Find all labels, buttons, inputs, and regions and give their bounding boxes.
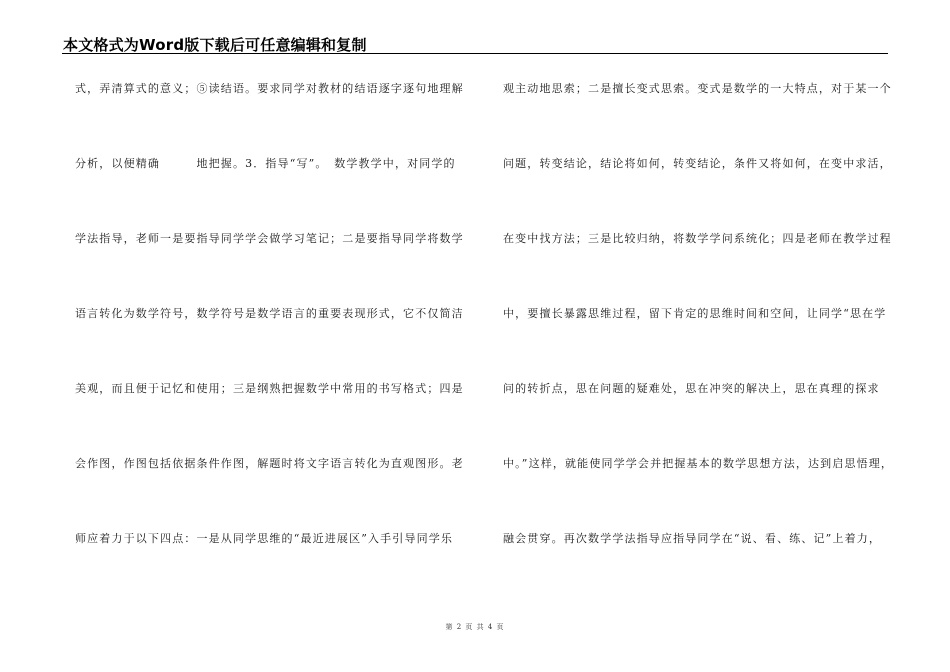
right-line-4: 中，要擅长暴露思维过程，留下肯定的思维时间和空间，让同学“思在学	[503, 307, 887, 320]
right-line-6: 中。”这样，就能使同学学会并把握基本的数学思想方法，达到启思悟理，	[503, 457, 894, 470]
page-number-footer: 第 2 页 共 4 页	[445, 623, 505, 631]
right-line-1: 观主动地思索；二是擅长变式思索。变式是数学的一大特点，对于某一个	[503, 82, 892, 95]
right-line-7: 融会贯穿。再次数学学法指导应指导同学在“说、看、练、记”上着力，	[503, 532, 882, 545]
right-line-2: 问题，转变结论，结论将如何，转变结论，条件又将如何，在变中求活，	[503, 157, 892, 170]
left-line-5: 美观，而且便于记忆和使用；三是纲熟把握数学中常用的书写格式；四是	[75, 382, 464, 395]
left-line-4: 语言转化为数学符号，数学符号是数学语言的重要表现形式，它不仅简洁	[75, 307, 464, 320]
document-header-title: 本文格式为Word版下载后可任意编辑和复制	[63, 36, 367, 54]
left-line-3: 学法指导，老师一是要指导同学学会做学习笔记；二是要指导同学将数学	[75, 232, 464, 245]
left-line-2: 分析，以便精确 地把握。3．指导“写”。 数学教学中，对同学的	[75, 157, 456, 170]
right-line-3: 在变中找方法；三是比较归纳，将数学学问系统化；四是老师在教学过程	[503, 232, 892, 245]
left-line-1: 式，弄清算式的意义；⑤读结语。要求同学对教材的结语逐字逐句地理解	[75, 82, 464, 95]
left-line-7: 师应着力于以下四点：一是从同学思维的“最近进展区”入手引导同学乐	[75, 532, 454, 545]
right-line-5: 问的转折点，思在问题的疑难处，思在冲突的解决上，思在真理的探求	[503, 382, 880, 395]
left-line-6: 会作图，作图包括依据条件作图，解题时将文字语言转化为直观图形。老	[75, 457, 464, 470]
header-divider	[62, 53, 888, 54]
